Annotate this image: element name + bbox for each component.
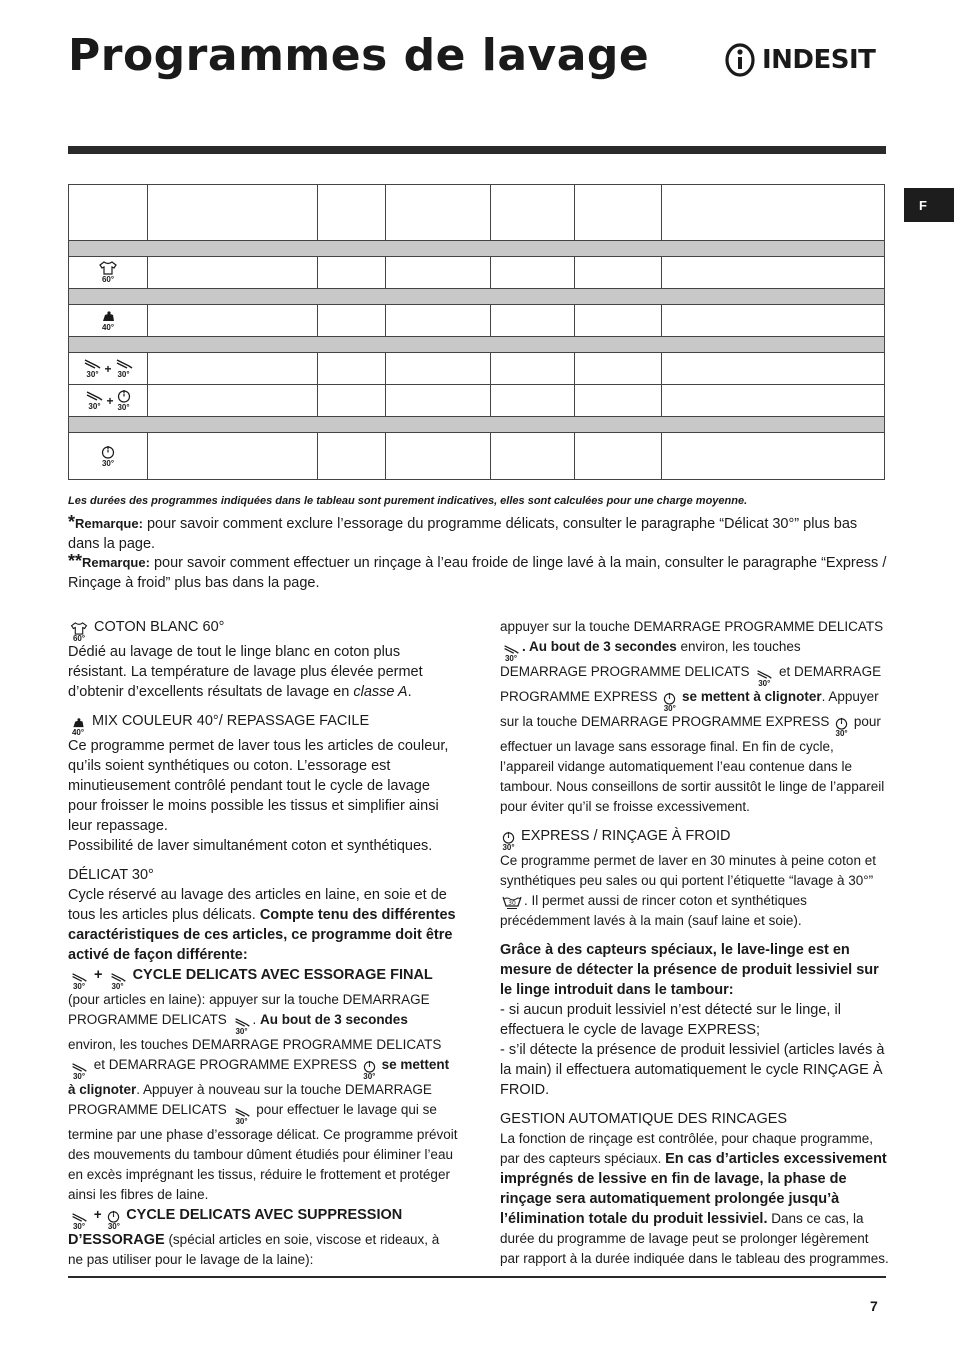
coton-heading: 60° COTON BLANC 60° — [68, 617, 458, 642]
capteurs-heading: Grâce à des capteurs spéciaux, le lave-linge est en mesure de détecter la présence de produit lessiviel sur le linge introduit dans le tambour: — [500, 942, 879, 998]
left-column — [68, 617, 458, 1270]
tshirt-icon: 60° — [99, 261, 117, 284]
wool-icon: 30° — [85, 390, 103, 411]
language-tab[interactable]: F — [904, 188, 954, 222]
table-section-row — [69, 337, 885, 353]
express-icon: 30° — [663, 692, 676, 712]
table-row — [69, 305, 885, 337]
express-icon: 30° — [502, 831, 515, 851]
page-title: Programmes de lavage — [68, 30, 650, 81]
delicat-text: Cycle réservé au lavage des articles en laine, en soie et de tous les articles plus délicats. Compte tenu des différentes caractéristiques de ces articles, ce programme doit être activé de façon différente: — [68, 887, 456, 963]
page-number: 7 — [870, 1298, 878, 1314]
header-divider — [68, 146, 886, 154]
mix-text-2: Possibilité de laver simultanément coton et synthétiques. — [68, 838, 433, 854]
wool-icon: 30° — [70, 972, 88, 990]
wool-icon: 30° — [233, 1107, 251, 1125]
svg-text:30: 30 — [508, 900, 516, 907]
capteurs-item-2: - s’il détecte la présence de produit lessiviel (articles lavés à la main) il effectuera automatiquement le cycle RINÇAGE À FROID. — [500, 1042, 885, 1098]
mix-text: Ce programme permet de laver tous les articles de couleur, qu’ils soient synthétiques ou coton. L’essorage est minutieusement contrôlé pendant tout le cycle de lavage pour froisser le moins possible les tissus et simplifier ainsi leur repassage. — [68, 738, 449, 834]
right-column — [500, 617, 890, 1269]
express-text: Ce programme permet de laver en 30 minutes à peine coton et synthétiques peu sales ou qui portent l’étiquette “lavage à 30°” 30 . Il permet aussi de rincer coton et synthétiques précédemment lavés à la main (sauf laine et soie). — [500, 853, 876, 928]
cycle2-text: 30° + 30° CYCLE DELICATS AVEC SUPPRESSION D’ESSORAGE (spécial articles en soie, viscose et rideaux, à ne pas utiliser pour le lavage de la laine): — [68, 1207, 440, 1267]
wool-icon: 30° — [70, 1212, 88, 1230]
coton-text: Dédié au lavage de tout le linge blanc en coton plus résistant. La température de lavage plus élevée permet d’obtenir d’excellents résultats de lavage en classe A. — [68, 644, 423, 700]
cycle1-text: (pour articles en laine): appuyer sur la touche DEMARRAGE PROGRAMME DELICATS 30° . Au bout de 3 secondes environ, les touches DEMARRAGE PROGRAMME DELICATS 30° et DEMARRAGE PROGRAMME EXPRESS 30° se mettent à clignoter. Appuyer à nouveau sur la touche DEMARRAGE PROGRAMME DELICATS 30° pour effectuer le lavage qui se termine par une phase d’essorage délicat. Ce programme prévoit des mouvements du tambour dûment étudiés pour éliminer l’eau en excès imprégnant les tissus, réduire le frottement et protéger ainsi les fibres de laine. — [68, 992, 458, 1202]
brand-name: INDESIT — [762, 45, 876, 75]
cycle2-continued: appuyer sur la touche DEMARRAGE PROGRAMME DELICATS 30° . Au bout de 3 secondes environ, les touches DEMARRAGE PROGRAMME DELICATS 30° et DEMARRAGE PROGRAMME EXPRESS 30° se mettent à clignoter. Appuyer sur la touche DEMARRAGE PROGRAMME EXPRESS 30° pour effectuer un lavage sans essorage final. En fin de cycle, l’appareil vidange automatiquement l’eau contenue dans le tambour. Nous conseillons de sortir aussitôt le linge de l’appareil pour éviter qu’il se froisse excessivement. — [500, 619, 885, 814]
table-row: 30° + 30° — [69, 385, 885, 417]
express-icon: 30° — [107, 1210, 120, 1230]
wool-icon: 30° — [233, 1017, 251, 1035]
table-row — [69, 257, 885, 289]
express-heading: 30° EXPRESS / RINÇAGE À FROID — [502, 828, 731, 852]
gestion-heading: GESTION AUTOMATIQUE DES RINCAGES — [500, 1111, 788, 1127]
wool-icon: 30° — [109, 972, 127, 990]
indesit-i-icon — [724, 42, 756, 78]
delicat-heading: DÉLICAT 30° — [68, 867, 154, 883]
table-row — [69, 433, 885, 480]
wash-tub-icon — [502, 895, 522, 909]
express-icon: 30° — [101, 445, 115, 468]
capteurs-item-1: - si aucun produit lessiviel n’est détecté sur le linge, il effectuera le cycle de lavage EXPRESS; — [500, 1002, 841, 1038]
programmes-table — [68, 184, 885, 480]
wool-icon: 30° — [70, 1062, 88, 1080]
wool-icon: 30° — [755, 669, 773, 687]
table-section-row — [69, 289, 885, 305]
mix-heading: 40° MIX COULEUR 40°/ REPASSAGE FACILE — [71, 713, 370, 737]
wool-icon: 30° — [83, 358, 101, 379]
brand-logo — [724, 42, 875, 78]
express-icon: 30° — [835, 717, 848, 737]
iron-icon: 40° — [70, 717, 86, 736]
wool-icon: 30° — [502, 644, 520, 662]
table-row: 30° + 30° — [69, 353, 885, 385]
iron-icon: 40° — [100, 310, 116, 332]
footer-divider — [68, 1276, 886, 1278]
gestion-text: La fonction de rinçage est contrôlée, pour chaque programme, par des capteurs spéciaux. En cas d’articles excessivement imprégnés de lessive en fin de lavage, la phase de rinçage sera automatiquement prolongée jusqu’à l’élimination totale du produit lessiviel. Dans ce cas, la durée du programme de lavage peut se prolonger légèrement par rapport à la durée indiquée dans le tableau des programmes. — [500, 1131, 889, 1266]
remark-1: *Remarque: pour savoir comment exclure l’essorage du programme délicats, consulter le paragraphe “Délicat 30°” plus bas dans la page. — [68, 512, 858, 552]
table-header-row — [69, 185, 885, 241]
express-icon: 30° — [363, 1060, 376, 1080]
table-footnote: Les durées des programmes indiquées dans le tableau sont purement indicatives, elles sont calculées pour une charge moyenne. — [68, 495, 748, 507]
wool-icon: 30° — [115, 358, 133, 379]
table-section-row — [69, 241, 885, 257]
cycle1-heading: 30° + 30° CYCLE DELICATS AVEC ESSORAGE FINAL — [68, 965, 458, 990]
table-section-row — [69, 417, 885, 433]
remark-2: **Remarque: pour savoir comment effectuer un rinçage à l’eau froide de linge lavé à la main, consulter le paragraphe “Express / Rinçage à froid” plus bas dans la page. — [68, 551, 887, 591]
tshirt-icon: 60° — [70, 622, 88, 642]
express-icon: 30° — [117, 389, 131, 412]
